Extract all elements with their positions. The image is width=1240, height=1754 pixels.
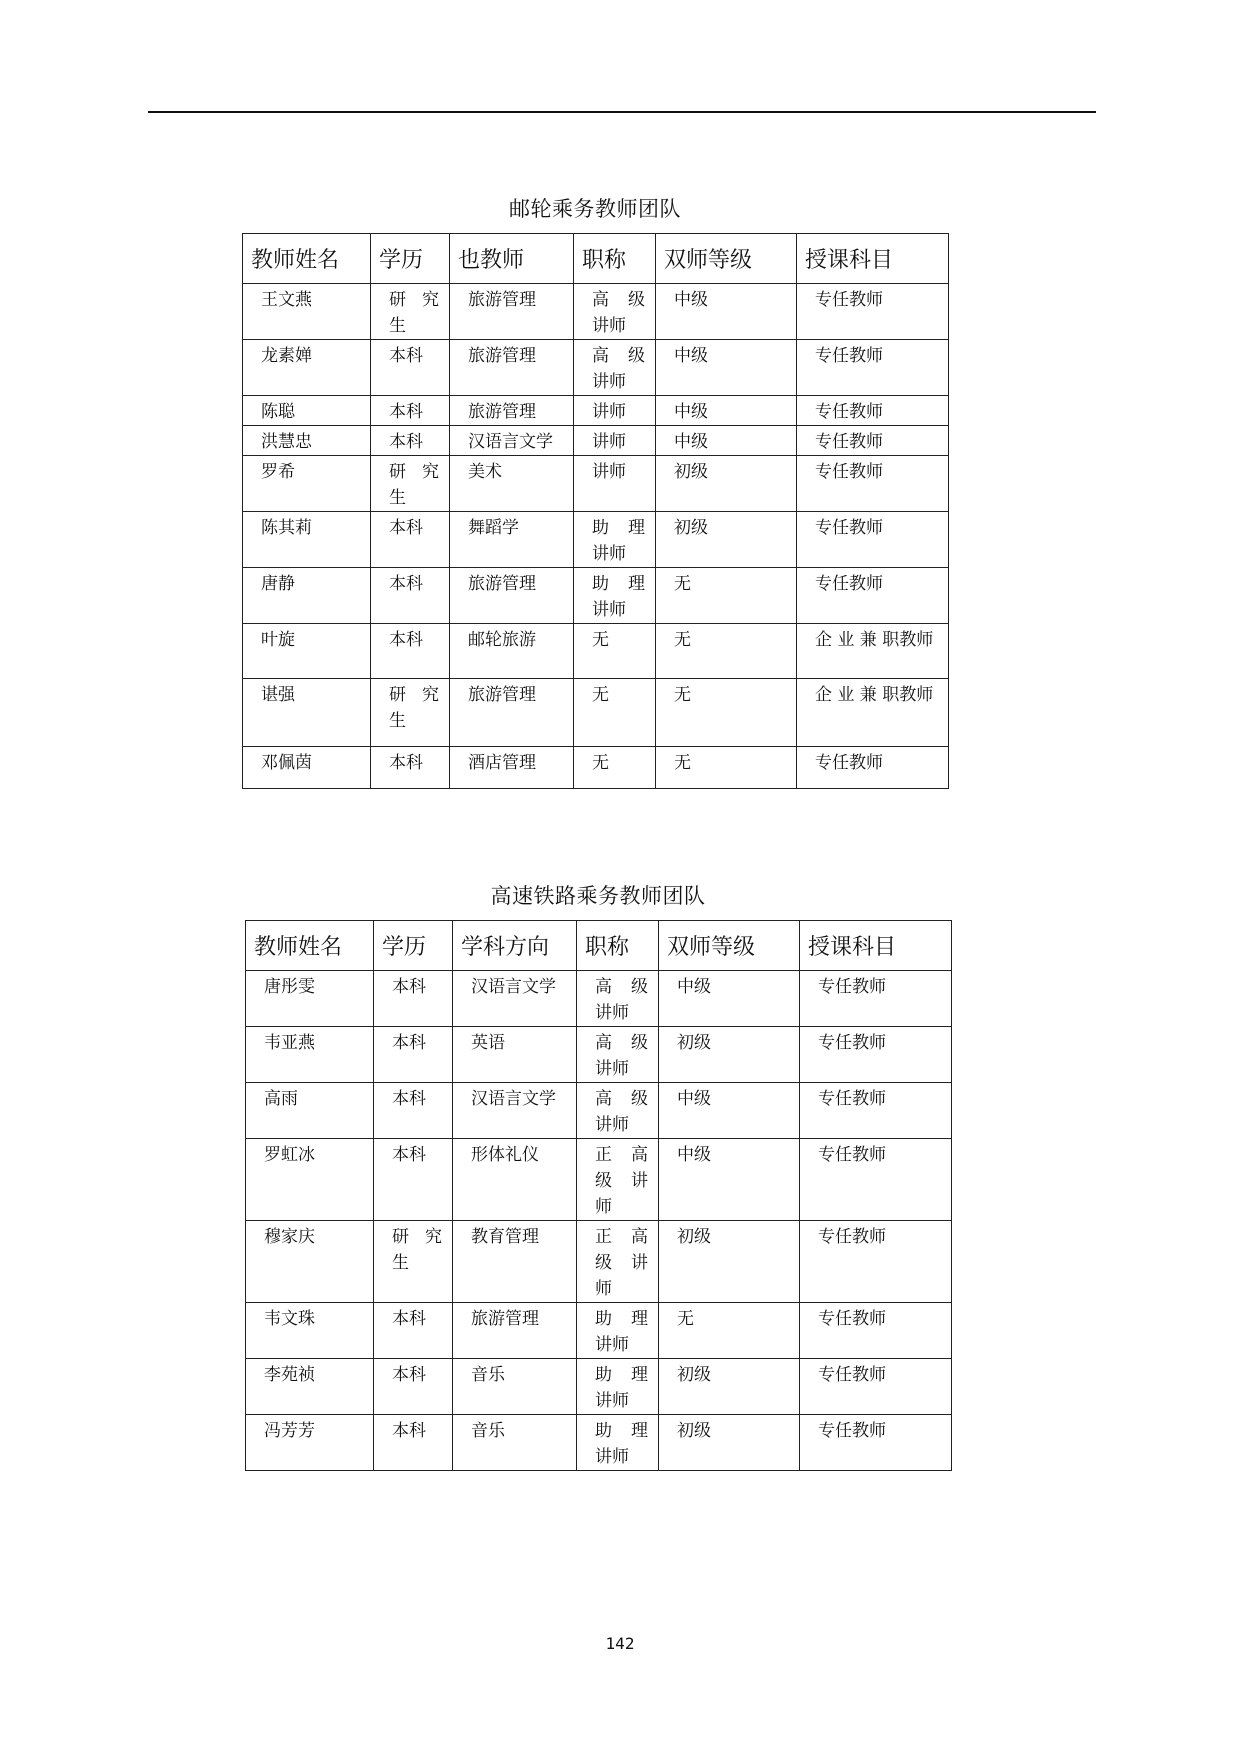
table-row xyxy=(246,1303,952,1359)
cell-title: 无 xyxy=(574,679,656,747)
cell-education: 本科 xyxy=(374,1415,453,1471)
table-row xyxy=(243,284,949,340)
cell-subject: 专任教师 xyxy=(797,512,949,568)
cell-title: 讲师 xyxy=(574,456,656,512)
table-row xyxy=(243,568,949,624)
header-rule xyxy=(148,111,1096,113)
cell-dual-level: 中级 xyxy=(659,971,800,1027)
cell-name: 李苑祯 xyxy=(246,1359,374,1415)
cell-subject: 专任教师 xyxy=(800,1359,952,1415)
cell-education: 本科 xyxy=(371,396,450,426)
table-title-rail: 高速铁路乘务教师团队 xyxy=(490,884,706,908)
header-dual-level: 双师等级 xyxy=(656,234,797,284)
cell-title: 无 xyxy=(574,747,656,789)
table-row xyxy=(246,1139,952,1221)
cell-subject: 专任教师 xyxy=(797,426,949,456)
cell-education: 本科 xyxy=(374,1139,453,1221)
cell-dual-level: 无 xyxy=(656,624,797,679)
cell-title: 高 级讲师 xyxy=(577,971,659,1027)
cell-subject: 专任教师 xyxy=(800,971,952,1027)
cell-subject: 专任教师 xyxy=(800,1139,952,1221)
cell-title: 助 理讲师 xyxy=(574,568,656,624)
table-row xyxy=(243,679,949,747)
cell-subject: 专任教师 xyxy=(797,396,949,426)
cell-name: 穆家庆 xyxy=(246,1221,374,1303)
cell-subject: 专任教师 xyxy=(800,1303,952,1359)
cell-discipline: 旅游管理 xyxy=(453,1303,577,1359)
cell-dual-level: 初级 xyxy=(656,512,797,568)
cell-discipline: 旅游管理 xyxy=(450,568,574,624)
cell-title: 助 理讲师 xyxy=(577,1303,659,1359)
cell-dual-level: 中级 xyxy=(659,1083,800,1139)
header-dual-level: 双师等级 xyxy=(659,921,800,971)
header-name: 教师姓名 xyxy=(246,921,374,971)
table-row xyxy=(246,1359,952,1415)
cell-title: 正 高级 讲师 xyxy=(577,1221,659,1303)
cell-subject: 专任教师 xyxy=(800,1415,952,1471)
cell-dual-level: 中级 xyxy=(656,284,797,340)
cell-education: 本科 xyxy=(374,971,453,1027)
cell-title: 无 xyxy=(574,624,656,679)
cell-education: 本科 xyxy=(371,426,450,456)
header-name: 教师姓名 xyxy=(243,234,371,284)
cell-subject: 专任教师 xyxy=(800,1027,952,1083)
cell-discipline: 旅游管理 xyxy=(450,284,574,340)
cell-title: 助 理讲师 xyxy=(574,512,656,568)
cell-education: 研 究生 xyxy=(371,456,450,512)
cell-subject: 专任教师 xyxy=(800,1221,952,1303)
cell-discipline: 美术 xyxy=(450,456,574,512)
cell-title: 助 理讲师 xyxy=(577,1359,659,1415)
cell-dual-level: 中级 xyxy=(656,426,797,456)
cell-education: 本科 xyxy=(371,568,450,624)
cell-title: 正 高级 讲师 xyxy=(577,1139,659,1221)
header-subject: 授课科目 xyxy=(800,921,952,971)
cell-discipline: 旅游管理 xyxy=(450,679,574,747)
cell-discipline: 舞蹈学 xyxy=(450,512,574,568)
table-row xyxy=(246,1221,952,1303)
cell-title: 高 级讲师 xyxy=(577,1083,659,1139)
rail-teacher-table xyxy=(245,920,952,1471)
header-discipline: 也教师 xyxy=(450,234,574,284)
cell-discipline: 旅游管理 xyxy=(450,340,574,396)
header-subject: 授课科目 xyxy=(797,234,949,284)
cell-name: 高雨 xyxy=(246,1083,374,1139)
table-row xyxy=(246,971,952,1027)
cell-subject: 专任教师 xyxy=(800,1083,952,1139)
cell-education: 本科 xyxy=(374,1083,453,1139)
table-row xyxy=(243,624,949,679)
cell-name: 韦亚燕 xyxy=(246,1027,374,1083)
page-number: 142 xyxy=(605,1634,635,1653)
cell-dual-level: 初级 xyxy=(659,1359,800,1415)
header-education: 学历 xyxy=(374,921,453,971)
cell-subject: 专任教师 xyxy=(797,340,949,396)
cell-subject: 专任教师 xyxy=(797,456,949,512)
cell-dual-level: 无 xyxy=(656,568,797,624)
cell-education: 本科 xyxy=(374,1303,453,1359)
cell-name: 陈聪 xyxy=(243,396,371,426)
cell-name: 王文燕 xyxy=(243,284,371,340)
cell-discipline: 汉语言文学 xyxy=(450,426,574,456)
cell-education: 本科 xyxy=(374,1359,453,1415)
cell-discipline: 音乐 xyxy=(453,1415,577,1471)
cell-discipline: 旅游管理 xyxy=(450,396,574,426)
table-row xyxy=(243,426,949,456)
cell-title: 讲师 xyxy=(574,426,656,456)
cell-name: 罗希 xyxy=(243,456,371,512)
cell-name: 陈其莉 xyxy=(243,512,371,568)
cell-discipline: 形体礼仪 xyxy=(453,1139,577,1221)
cell-discipline: 汉语言文学 xyxy=(453,1083,577,1139)
cell-title: 讲师 xyxy=(574,396,656,426)
cell-name: 罗虹冰 xyxy=(246,1139,374,1221)
cell-subject: 企 业 兼 职教师 xyxy=(797,624,949,679)
cell-title: 高 级讲师 xyxy=(577,1027,659,1083)
table-row xyxy=(243,340,949,396)
cell-discipline: 英语 xyxy=(453,1027,577,1083)
cell-name: 谌强 xyxy=(243,679,371,747)
cell-dual-level: 初级 xyxy=(659,1027,800,1083)
cell-name: 冯芳芳 xyxy=(246,1415,374,1471)
cell-dual-level: 初级 xyxy=(656,456,797,512)
cell-education: 本科 xyxy=(371,340,450,396)
cell-education: 研 究生 xyxy=(374,1221,453,1303)
cell-dual-level: 初级 xyxy=(659,1221,800,1303)
cell-name: 韦文珠 xyxy=(246,1303,374,1359)
cell-title: 助 理讲师 xyxy=(577,1415,659,1471)
table-row xyxy=(246,1083,952,1139)
cell-education: 研 究生 xyxy=(371,284,450,340)
cell-subject: 专任教师 xyxy=(797,284,949,340)
cell-discipline: 教育管理 xyxy=(453,1221,577,1303)
header-education: 学历 xyxy=(371,234,450,284)
cell-dual-level: 无 xyxy=(656,747,797,789)
cell-discipline: 酒店管理 xyxy=(450,747,574,789)
table-row xyxy=(246,1415,952,1471)
cell-name: 唐静 xyxy=(243,568,371,624)
table-header-row xyxy=(246,921,952,971)
cell-education: 本科 xyxy=(371,624,450,679)
header-title: 职称 xyxy=(577,921,659,971)
cell-title: 高 级讲师 xyxy=(574,284,656,340)
table-title-cruise: 邮轮乘务教师团队 xyxy=(509,197,681,221)
header-discipline: 学科方向 xyxy=(453,921,577,971)
cell-dual-level: 无 xyxy=(659,1303,800,1359)
table-header-row xyxy=(243,234,949,284)
cell-dual-level: 无 xyxy=(656,679,797,747)
cell-dual-level: 中级 xyxy=(659,1139,800,1221)
cell-dual-level: 中级 xyxy=(656,396,797,426)
cell-subject: 企 业 兼 职教师 xyxy=(797,679,949,747)
cell-discipline: 邮轮旅游 xyxy=(450,624,574,679)
cell-education: 本科 xyxy=(371,512,450,568)
table-row xyxy=(243,747,949,789)
cell-name: 洪慧忠 xyxy=(243,426,371,456)
table-row xyxy=(243,456,949,512)
cell-name: 龙素婵 xyxy=(243,340,371,396)
cell-name: 唐彤雯 xyxy=(246,971,374,1027)
cell-discipline: 音乐 xyxy=(453,1359,577,1415)
header-title: 职称 xyxy=(574,234,656,284)
table-row xyxy=(246,1027,952,1083)
cell-name: 邓佩茵 xyxy=(243,747,371,789)
cell-dual-level: 中级 xyxy=(656,340,797,396)
cell-education: 本科 xyxy=(371,747,450,789)
cell-discipline: 汉语言文学 xyxy=(453,971,577,1027)
cell-title: 高 级讲师 xyxy=(574,340,656,396)
cruise-teacher-table xyxy=(242,233,949,789)
cell-subject: 专任教师 xyxy=(797,747,949,789)
cell-education: 本科 xyxy=(374,1027,453,1083)
cell-dual-level: 初级 xyxy=(659,1415,800,1471)
cell-name: 叶旋 xyxy=(243,624,371,679)
table-row xyxy=(243,512,949,568)
cell-subject: 专任教师 xyxy=(797,568,949,624)
table-row xyxy=(243,396,949,426)
cell-education: 研 究生 xyxy=(371,679,450,747)
